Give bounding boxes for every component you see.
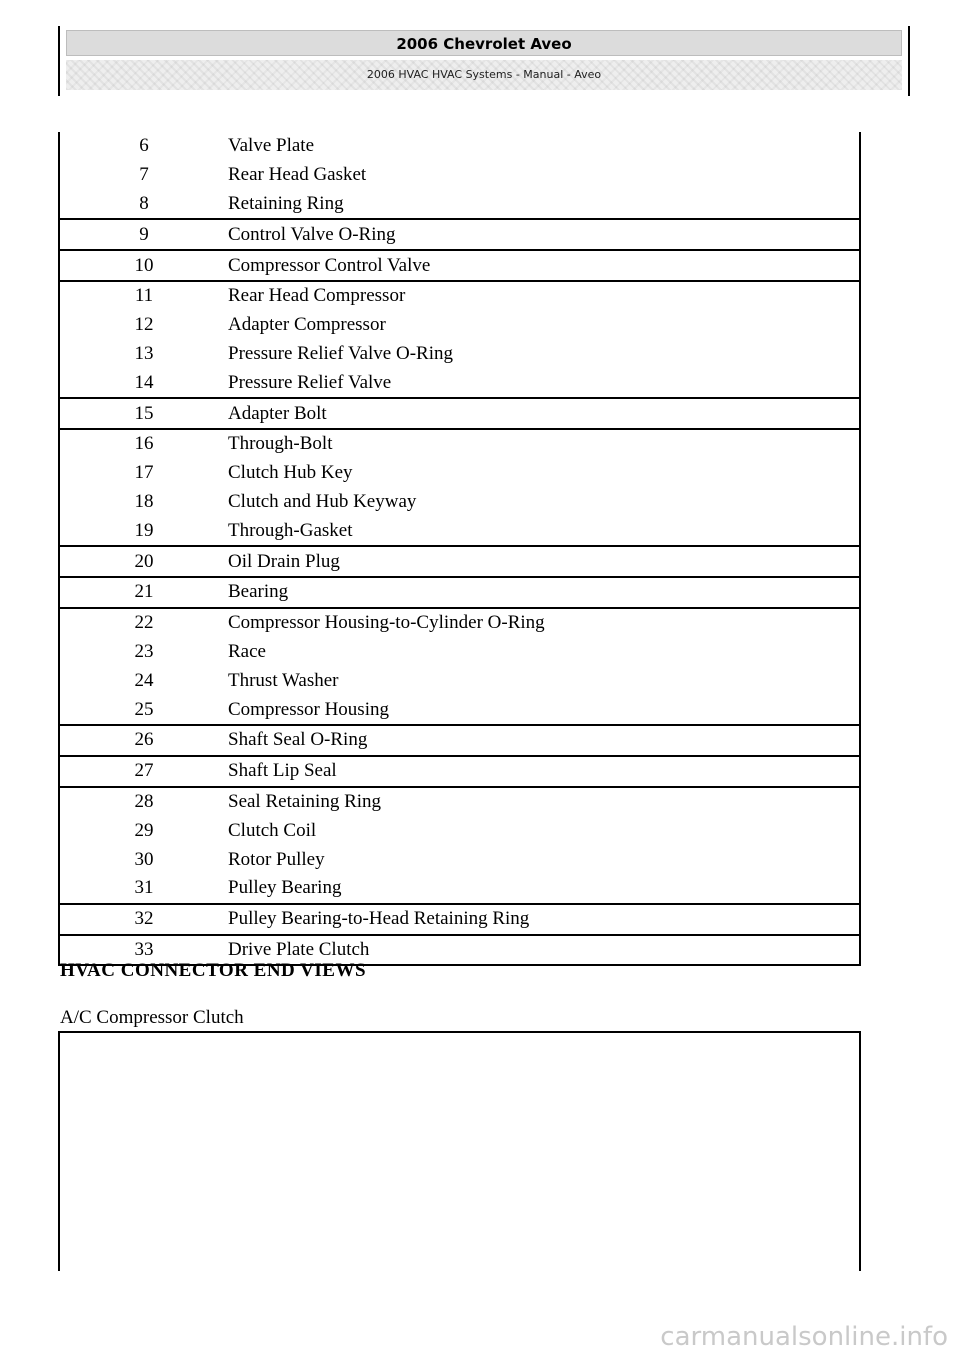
part-number: 16: [59, 429, 228, 459]
table-row: [59, 161, 860, 190]
part-number: 7: [59, 161, 228, 190]
table-row: [59, 725, 860, 756]
part-description: Shaft Lip Seal: [228, 756, 860, 787]
part-number: 14: [59, 368, 228, 398]
part-description: Rear Head Compressor: [228, 281, 860, 311]
watermark: carmanualsonline.info: [660, 1322, 948, 1352]
part-number: 29: [59, 816, 228, 845]
part-number: 31: [59, 874, 228, 904]
part-description: Rear Head Gasket: [228, 161, 860, 190]
part-description: Thrust Washer: [228, 666, 860, 695]
part-number: 8: [59, 190, 228, 220]
table-row: [59, 340, 860, 369]
table-row: [59, 638, 860, 667]
part-description: Pressure Relief Valve O-Ring: [228, 340, 860, 369]
part-number: 28: [59, 787, 228, 817]
part-number: 30: [59, 845, 228, 874]
part-description: Adapter Bolt: [228, 398, 860, 429]
part-number: 21: [59, 577, 228, 608]
table-row: [59, 250, 860, 281]
part-number: 18: [59, 488, 228, 517]
section-heading: HVAC CONNECTOR END VIEWS: [60, 960, 367, 981]
table-row: [59, 608, 860, 638]
part-description: Rotor Pulley: [228, 845, 860, 874]
part-description: Through-Gasket: [228, 516, 860, 546]
part-description: Compressor Control Valve: [228, 250, 860, 281]
table-row: [59, 459, 860, 488]
table-row: [59, 816, 860, 845]
table-row: [59, 311, 860, 340]
header-title: 2006 Chevrolet Aveo: [66, 30, 902, 56]
table-row: [59, 577, 860, 608]
part-description: Clutch Hub Key: [228, 459, 860, 488]
part-description: Pulley Bearing-to-Head Retaining Ring: [228, 904, 860, 935]
part-description: Race: [228, 638, 860, 667]
parts-table: [58, 132, 861, 966]
part-number: 17: [59, 459, 228, 488]
part-description: Shaft Seal O-Ring: [228, 725, 860, 756]
table-row: [59, 398, 860, 429]
part-number: 27: [59, 756, 228, 787]
part-number: 23: [59, 638, 228, 667]
table-row: [59, 190, 860, 220]
part-number: 9: [59, 219, 228, 250]
part-description: Pulley Bearing: [228, 874, 860, 904]
part-description: Compressor Housing-to-Cylinder O-Ring: [228, 608, 860, 638]
part-description: Through-Bolt: [228, 429, 860, 459]
part-description: Valve Plate: [228, 132, 860, 161]
part-number: 13: [59, 340, 228, 369]
header-subtitle: 2006 HVAC HVAC Systems - Manual - Aveo: [66, 60, 902, 90]
part-description: Clutch Coil: [228, 816, 860, 845]
part-description: Oil Drain Plug: [228, 546, 860, 577]
part-number: 15: [59, 398, 228, 429]
part-number: 22: [59, 608, 228, 638]
part-description: Drive Plate Clutch: [228, 935, 860, 966]
table-row: [59, 695, 860, 725]
part-number: 10: [59, 250, 228, 281]
page-header: [58, 26, 910, 96]
part-number: 33: [59, 935, 228, 966]
part-description: Clutch and Hub Keyway: [228, 488, 860, 517]
subsection-heading: A/C Compressor Clutch: [60, 1007, 244, 1028]
part-number: 12: [59, 311, 228, 340]
connector-figure-frame: [58, 1031, 861, 1271]
table-row: [59, 874, 860, 904]
table-row: [59, 756, 860, 787]
part-number: 24: [59, 666, 228, 695]
table-row: [59, 132, 860, 161]
part-number: 19: [59, 516, 228, 546]
part-number: 20: [59, 546, 228, 577]
table-row: [59, 429, 860, 459]
table-row: [59, 368, 860, 398]
table-row: [59, 904, 860, 935]
part-description: Seal Retaining Ring: [228, 787, 860, 817]
part-number: 32: [59, 904, 228, 935]
part-description: Pressure Relief Valve: [228, 368, 860, 398]
part-description: Control Valve O-Ring: [228, 219, 860, 250]
part-description: Adapter Compressor: [228, 311, 860, 340]
table-row: [59, 845, 860, 874]
part-description: Retaining Ring: [228, 190, 860, 220]
table-row: [59, 488, 860, 517]
part-number: 26: [59, 725, 228, 756]
part-description: Bearing: [228, 577, 860, 608]
part-number: 6: [59, 132, 228, 161]
table-row: [59, 516, 860, 546]
table-row: [59, 787, 860, 817]
part-number: 11: [59, 281, 228, 311]
part-number: 25: [59, 695, 228, 725]
table-row: [59, 219, 860, 250]
table-row: [59, 281, 860, 311]
part-description: Compressor Housing: [228, 695, 860, 725]
table-row: [59, 546, 860, 577]
table-row: [59, 666, 860, 695]
